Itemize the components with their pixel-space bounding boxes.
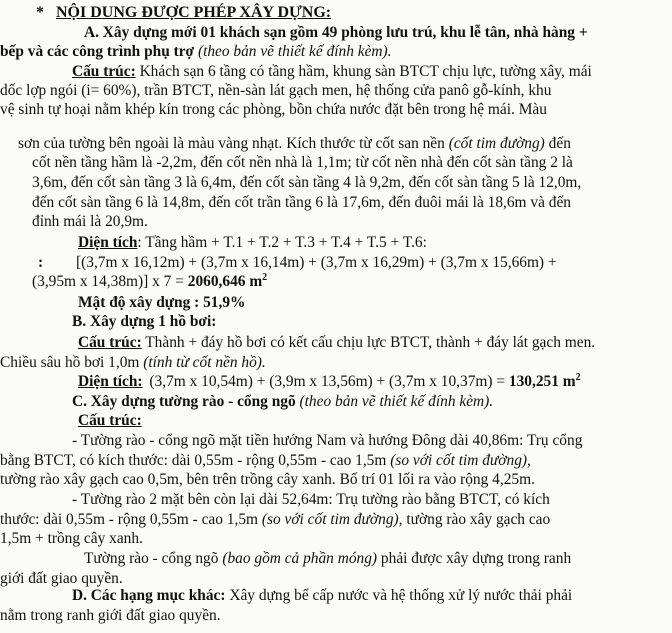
item-a-structure-line-6: 3,6m, đến cốt sàn tầng 3 là 6,4m, đến cốt sàn tầng 4 là 9,2m, đến cốt sàn tầng 5 là 12,0m, — [32, 174, 582, 191]
item-a-structure-line-4: sơn của tường bên ngoài là màu vàng nhạt. Kích thước từ cốt san nền (cốt tim đường) đến — [18, 135, 571, 152]
item-b-structure-line-2: Chiều sâu hồ bơi 1,0m (tính từ cốt nền hồ). — [0, 354, 266, 371]
pool-area: 130,251 $m^2$ — [508, 371, 581, 390]
item-c-line-1: - Tường rào - cổng ngõ mặt tiền hướng Nam và hướng Đông dài 40,86m: Trụ cổng — [72, 432, 583, 449]
item-a-line-2: bếp và các công trình phụ trợ (theo bản vẽ thiết kế đính kèm). — [0, 43, 392, 60]
item-c-line-7: Tường rào - cổng ngõ (bao gồm cả phần móng) phải được xây dựng trong ranh — [84, 550, 572, 567]
total-area: 2060,646 $m^2$ — [187, 271, 268, 290]
item-b-title: B. Xây dựng 1 hồ bơi: — [72, 313, 217, 330]
item-a-area-line-1: Diện tích: Tầng hầm + T.1 + T.2 + T.3 + T.4 + T.5 + T.6: — [78, 234, 427, 251]
area-colon: : — [38, 254, 44, 271]
item-a-line-1: A. Xây dựng mới 01 khách sạn gồm 49 phòng lưu trú, khu lễ tân, nhà hàng + — [84, 24, 588, 41]
item-c-line-4: - Tường rào 2 mặt bên còn lại dài 52,64m: Trụ tường rào bằng BTCT, có kích — [72, 491, 550, 508]
structure-label: Cấu trúc: — [78, 412, 142, 429]
item-c-line-5: thước: dài 0,55m - rộng 0,55m - cao 1,5m (so với cốt tim đường), tường rào xây gạch cao — [0, 511, 551, 528]
section-title: NỘI DUNG ĐƯỢC PHÉP XÂY DỰNG: — [56, 4, 332, 21]
item-b-structure-line-1: Cấu trúc: Thành + đáy hồ bơi có kết cấu chịu lực BTCT, thành + đáy lát gạch men. — [78, 334, 596, 351]
bullet-star: * — [36, 4, 44, 21]
item-c-line-3: tường rào xây gạch cao 0,5m, bên trên trồng cây xanh. Bố trí 01 lối ra vào rộng 4,25m. — [0, 471, 535, 488]
area-label: Diện tích: — [78, 373, 143, 390]
item-d-line-1: D. Các hạng mục khác: Xây dựng bể cấp nước và hệ thống xử lý nước thải phải — [72, 587, 573, 604]
item-a-structure-line-7: đến cốt sàn tầng 6 là 14,8m, đến cốt trần tầng 6 là 17,6m, đến đuôi mái là 18,6m và đến — [32, 194, 571, 211]
item-d-title: D. Các hạng mục khác: — [72, 587, 226, 604]
structure-label: Cấu trúc: — [78, 334, 142, 351]
item-c-title: C. Xây dựng tường rào - cổng ngõ (theo bản vẽ thiết kế đính kèm). — [72, 393, 494, 410]
item-a-structure-line-8: đỉnh mái là 20,9m. — [32, 213, 148, 230]
item-c-line-2: bằng BTCT, có kích thước: dài 0,55m - rộng 0,55m - cao 1,5m (so với cốt tim đường), — [0, 452, 531, 469]
item-a-structure-line-3: vệ sinh tự hoại nằm khép kín trong các phòng, bồn chứa nước đặt bên trong hệ mái. Màu — [0, 101, 547, 118]
item-a-structure-line-2: dốc lợp ngói (i= 60%), trần BTCT, nền-sàn lát gạch men, hệ thống cửa panô gỗ-kính, khu — [0, 82, 552, 99]
item-c-line-6: 1,5m + trồng cây xanh. — [0, 530, 143, 547]
item-a-area-line-3: (3,95m x 14,38m)] x 7 = 2060,646 $m^2$ — [32, 271, 268, 290]
item-d-line-2: nằm trong ranh giới đất giao quyền. — [0, 607, 221, 624]
structure-label: Cấu trúc: — [72, 63, 136, 80]
item-a-area-line-2: [(3,7m x 16,12m) + (3,7m x 16,14m) + (3,7m x 16,29m) + (3,7m x 15,66m) + — [76, 254, 557, 271]
item-a-structure-line-1: Cấu trúc: Khách sạn 6 tầng có tầng hầm, khung sàn BTCT chịu lực, tường xây, mái — [72, 63, 592, 80]
item-b-area: Diện tích: (3,7m x 10,54m) + (3,9m x 13,56m) + (3,7m x 10,37m) = 130,251 $m^2$ — [78, 371, 581, 390]
area-label: Diện tích — [78, 234, 138, 251]
section-heading — [36, 3, 672, 22]
item-a-structure-line-5: cốt nền tầng hầm là -2,2m, đến cốt nền nhà là 1,1m; từ cốt nền nhà đến cốt sàn tầng 2 là — [32, 154, 573, 171]
building-density: Mật độ xây dựng : 51,9% — [78, 294, 246, 311]
item-c-line-8: giới đất giao quyền. — [0, 570, 123, 587]
